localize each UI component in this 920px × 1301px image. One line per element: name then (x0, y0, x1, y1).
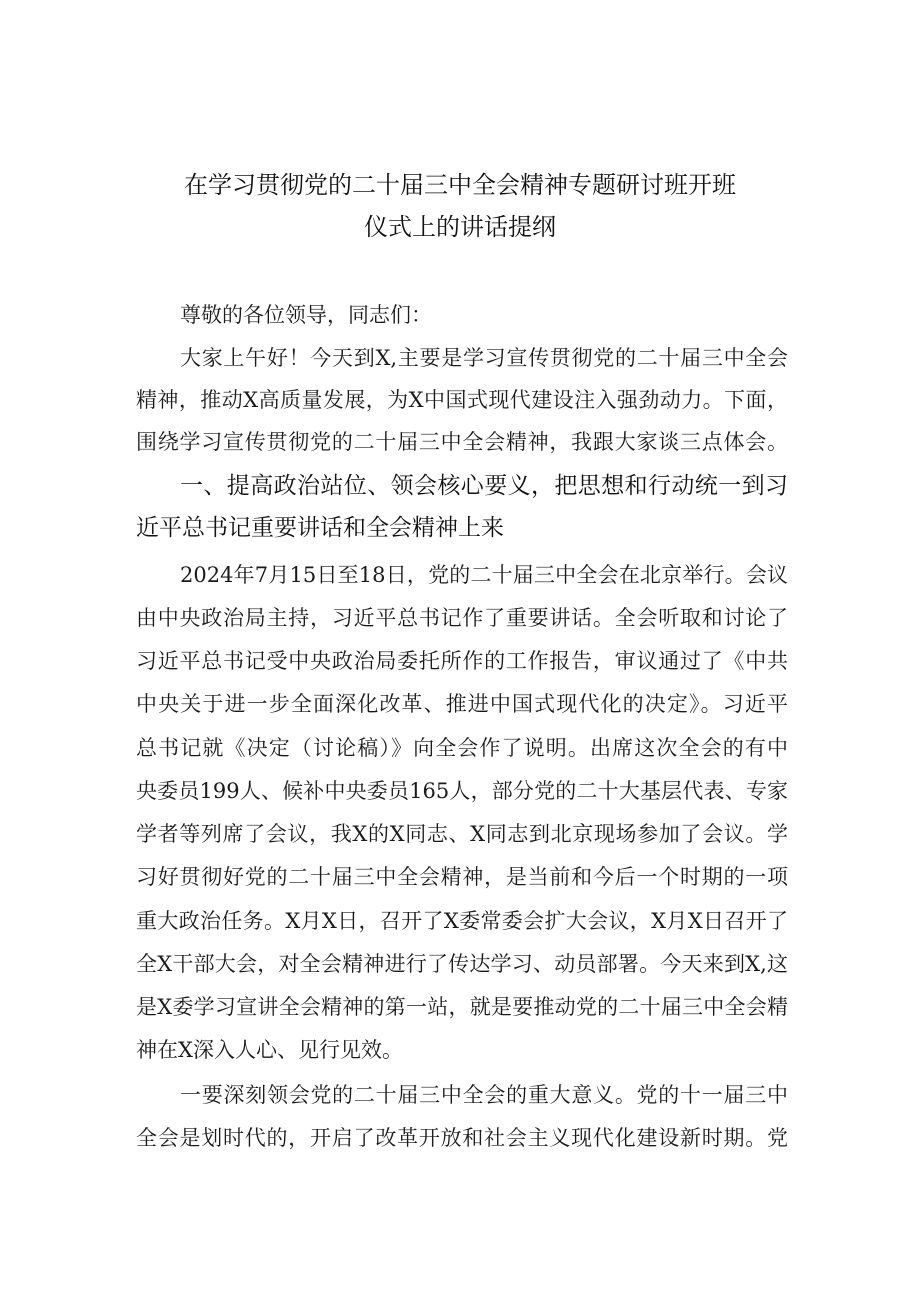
intro-line-3: 围绕学习宣传贯彻党的二十届三中全会精神，我跟大家谈三点体会。 (136, 430, 788, 454)
section-1-paragraph-line-10: 全X干部大会，对全会精神进行了传达学习、动员部署。今天来到X,这 (136, 952, 788, 976)
section-1-heading-line-2: 近平总书记重要讲话和全会精神上来 (136, 515, 504, 541)
section-1-paragraph-line-5: 总书记就《决定（讨论稿）》向全会作了说明。出席这次全会的有中 (136, 736, 788, 760)
section-1-paragraph-line-3: 习近平总书记受中央政治局委托所作的工作报告，审议通过了《中共 (136, 649, 788, 673)
section-1-paragraph-line-9: 重大政治任务。X月X日，召开了X委常委会扩大会议，X月X日召开了 (136, 909, 788, 933)
document-title-line-1: 在学习贯彻党的二十届三中全会精神专题研讨班开班 (184, 171, 736, 199)
section-1-paragraph-line-6: 央委员199人、候补中央委员165人，部分党的二十大基层代表、专家 (136, 779, 788, 803)
salutation: 尊敬的各位领导，同志们： (180, 303, 432, 327)
intro-line-1: 大家上午好！今天到X,主要是学习宣传贯彻党的二十届三中全会 (180, 346, 788, 370)
section-1-paragraph-line-12: 神在X深入人心、见行见效。 (136, 1038, 403, 1062)
intro-line-2: 精神，推动X高质量发展，为X中国式现代建设注入强劲动力。下面， (136, 388, 788, 412)
point-1-line-2: 全会是划时代的，开启了改革开放和社会主义现代化建设新时期。党 (136, 1126, 788, 1150)
section-1-paragraph-line-8: 习好贯彻好党的二十届三中全会精神，是当前和今后一个时期的一项 (136, 865, 788, 889)
point-1-line-1: 一要深刻领会党的二十届三中全会的重大意义。党的十一届三中 (180, 1083, 788, 1107)
section-1-paragraph-line-1: 2024年7月15日至18日，党的二十届三中全会在北京举行。会议 (180, 563, 788, 587)
section-1-paragraph-line-4: 中央关于进一步全面深化改革、推进中国式现代化的决定》。习近平 (136, 692, 788, 716)
section-1-paragraph-line-7: 学者等列席了会议，我X的X同志、X同志到北京现场参加了会议。学 (136, 822, 788, 846)
section-1-heading-line-1: 一、提高政治站位、领会核心要义，把思想和行动统一到习 (180, 473, 788, 499)
section-1-paragraph-line-11: 是X委学习宣讲全会精神的第一站，就是要推动党的二十届三中全会精 (136, 995, 788, 1019)
document-title-line-2: 仪式上的讲话提纲 (364, 213, 556, 241)
section-1-paragraph-line-2: 由中央政治局主持，习近平总书记作了重要讲话。全会听取和讨论了 (136, 606, 788, 630)
